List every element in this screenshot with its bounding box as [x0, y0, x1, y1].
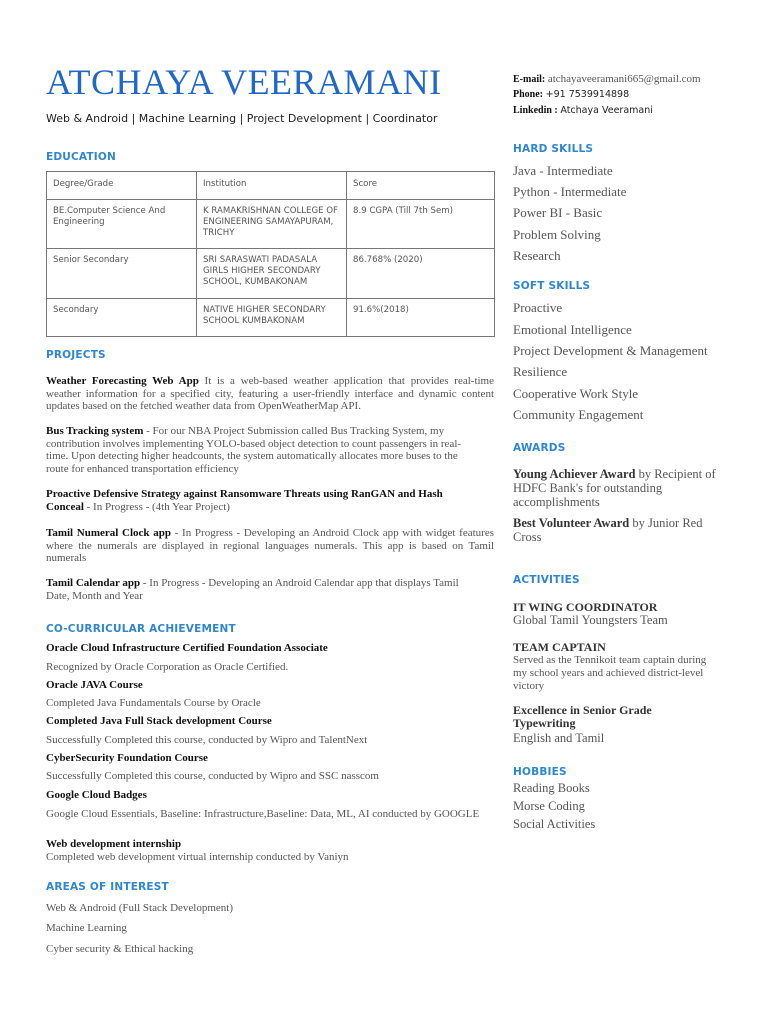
activity-description: English and Tamil: [513, 731, 605, 745]
degree-cell: BE.Computer Science And Engineering: [47, 200, 197, 249]
score-cell: 86.768% (2020): [347, 249, 495, 299]
table-header-row: [47, 172, 495, 200]
email-label: E-mail:: [513, 74, 546, 85]
hobby-item: Reading Books: [513, 781, 590, 795]
activity-title: Excellence in Senior Grade Typewriting: [513, 703, 652, 730]
interest-item: Cyber security & Ethical hacking: [46, 943, 194, 955]
project-title: Tamil Numeral Clock app: [46, 527, 171, 539]
hard-skill-item: Python - Intermediate: [513, 184, 627, 199]
soft-skills-heading: SOFT SKILLS: [513, 280, 591, 292]
hard-skill-item: Power BI - Basic: [513, 205, 603, 220]
soft-skill-item: Project Development & Management: [513, 343, 708, 358]
hard-skill-item: Research: [513, 248, 561, 263]
project-description: - In Progress - Developing an Android Calendar app that displays Tamil Date, Month and Year: [46, 577, 459, 602]
education-table: [46, 171, 495, 337]
interest-item: Machine Learning: [46, 922, 127, 934]
column-header: Institution: [197, 172, 347, 200]
achievement-description: Successfully Completed this course, conducted by Wipro and SSC nasscom: [46, 770, 379, 782]
project-item: [46, 527, 494, 565]
linkedin-label: Linkedin :: [513, 105, 558, 116]
soft-skill-item: Emotional Intelligence: [513, 322, 632, 337]
activity-description: Global Tamil Youngsters Team: [513, 613, 668, 627]
project-item: [46, 577, 476, 602]
projects-heading: PROJECTS: [46, 349, 106, 361]
score-cell: 91.6%(2018): [347, 299, 495, 337]
achievement-description: Recognized by Oracle Corporation as Oracle Certified.: [46, 661, 289, 673]
achievement-title: Completed Java Full Stack development Course: [46, 715, 272, 727]
hobby-item: Morse Coding: [513, 799, 585, 813]
project-title: Tamil Calendar app: [46, 577, 141, 589]
soft-skill-item: Resilience: [513, 364, 568, 379]
achievement-title: Oracle JAVA Course: [46, 679, 143, 691]
award-item: [513, 516, 723, 544]
award-title: Best Volunteer Award: [513, 516, 630, 530]
column-header: Score: [347, 172, 495, 200]
table-row: [47, 200, 495, 249]
award-item: [513, 467, 723, 509]
contact-email-row: [513, 73, 701, 85]
hard-skill-item: Java - Intermediate: [513, 163, 613, 178]
hard-skill-item: Problem Solving: [513, 227, 601, 242]
table-row: [47, 249, 495, 299]
resume-name: ATCHAYA VEERAMANI: [46, 62, 442, 102]
project-title: Bus Tracking system: [46, 425, 144, 437]
contact-linkedin-row: [513, 105, 653, 116]
cocurricular-heading: CO-CURRICULAR ACHIEVEMENT: [46, 623, 236, 635]
soft-skill-item: Cooperative Work Style: [513, 386, 639, 401]
award-title: Young Achiever Award: [513, 467, 636, 481]
phone-value: +91 7539914898: [545, 89, 630, 100]
column-header: Degree/Grade: [47, 172, 197, 200]
score-cell: 8.9 CGPA (Till 7th Sem): [347, 200, 495, 249]
project-description: - For our NBA Project Submission called Bus Tracking System, my contribution involves implementing YOLO-based object detection to count passengers in real-time. Upon detecting higher headcounts, the system automatically allocates more buses to the route for enhanced transportation efficiency: [46, 425, 462, 475]
achievement-title: Google Cloud Badges: [46, 789, 147, 801]
activity-description: Served as the Tennikoit team captain during my school years and achieved district-level victory: [513, 654, 707, 692]
phone-label: Phone:: [513, 89, 543, 100]
interests-heading: AREAS OF INTEREST: [46, 881, 169, 893]
degree-cell: Secondary: [47, 299, 197, 337]
award-description: by Junior Red Cross: [513, 516, 703, 544]
project-item: [46, 375, 494, 413]
project-item: [46, 425, 476, 475]
activities-heading: ACTIVITIES: [513, 574, 580, 586]
linkedin-value[interactable]: Atchaya Veeramani: [560, 105, 653, 116]
interest-item: Web & Android (Full Stack Development): [46, 902, 233, 914]
award-description: by Recipient of HDFC Bank's for outstanding accomplishments: [513, 467, 716, 509]
project-title: Proactive Defensive Strategy against Ransomware Threats using RanGAN and Hash Conceal: [46, 488, 443, 513]
institution-cell: NATIVE HIGHER SECONDARY SCHOOL KUMBAKONAM: [197, 299, 347, 337]
activity-title: IT WING COORDINATOR: [513, 600, 658, 614]
achievement-title: Oracle Cloud Infrastructure Certified Foundation Associate: [46, 642, 328, 654]
soft-skill-item: Proactive: [513, 300, 563, 315]
achievement-title: CyberSecurity Foundation Course: [46, 752, 208, 764]
email-value[interactable]: atchayaveeramani665@gmail.com: [547, 73, 701, 85]
institution-cell: K RAMAKRISHNAN COLLEGE OF ENGINEERING SAMAYAPURAM, TRICHY: [197, 200, 347, 249]
hard-skills-heading: HARD SKILLS: [513, 143, 594, 155]
project-description: - In Progress - Developing an Android Clock app with widget features where the numerals are displayed in regional languages numerals. This app is based on Tamil numerals: [46, 527, 494, 565]
project-description: It is a web-based weather application that provides real-time weather information for a specified city, featuring a user-friendly interface and dynamic content updates based on the fetched weather data from OpenWeatherMap API.: [46, 375, 494, 413]
project-title: Weather Forecasting Web App: [46, 375, 199, 387]
project-description: - In Progress - (4th Year Project): [83, 500, 230, 513]
hobby-item: Social Activities: [513, 817, 596, 831]
awards-heading: AWARDS: [513, 442, 566, 454]
contact-phone-row: [513, 89, 629, 100]
achievement-description: Completed web development virtual internship conducted by Vaniyn: [46, 851, 349, 863]
hobbies-heading: HOBBIES: [513, 766, 567, 778]
table-row: [47, 299, 495, 337]
institution-cell: SRI SARASWATI PADASALA GIRLS HIGHER SECONDARY SCHOOL, KUMBAKONAM: [197, 249, 347, 299]
achievement-description: Successfully Completed this course, conducted by Wipro and TalentNext: [46, 734, 368, 746]
activity-title: TEAM CAPTAIN: [513, 640, 606, 654]
soft-skill-item: Community Engagement: [513, 407, 644, 422]
resume-tagline: Web & Android | Machine Learning | Project Development | Coordinator: [46, 112, 438, 125]
achievement-description: Google Cloud Essentials, Baseline: Infrastructure,Baseline: Data, ML, AI conducted by GOOGLE: [46, 808, 480, 820]
achievement-title: Web development internship: [46, 838, 182, 850]
project-item: [46, 488, 476, 513]
education-heading: EDUCATION: [46, 151, 117, 163]
degree-cell: Senior Secondary: [47, 249, 197, 299]
achievement-description: Completed Java Fundamentals Course by Oracle: [46, 697, 261, 709]
